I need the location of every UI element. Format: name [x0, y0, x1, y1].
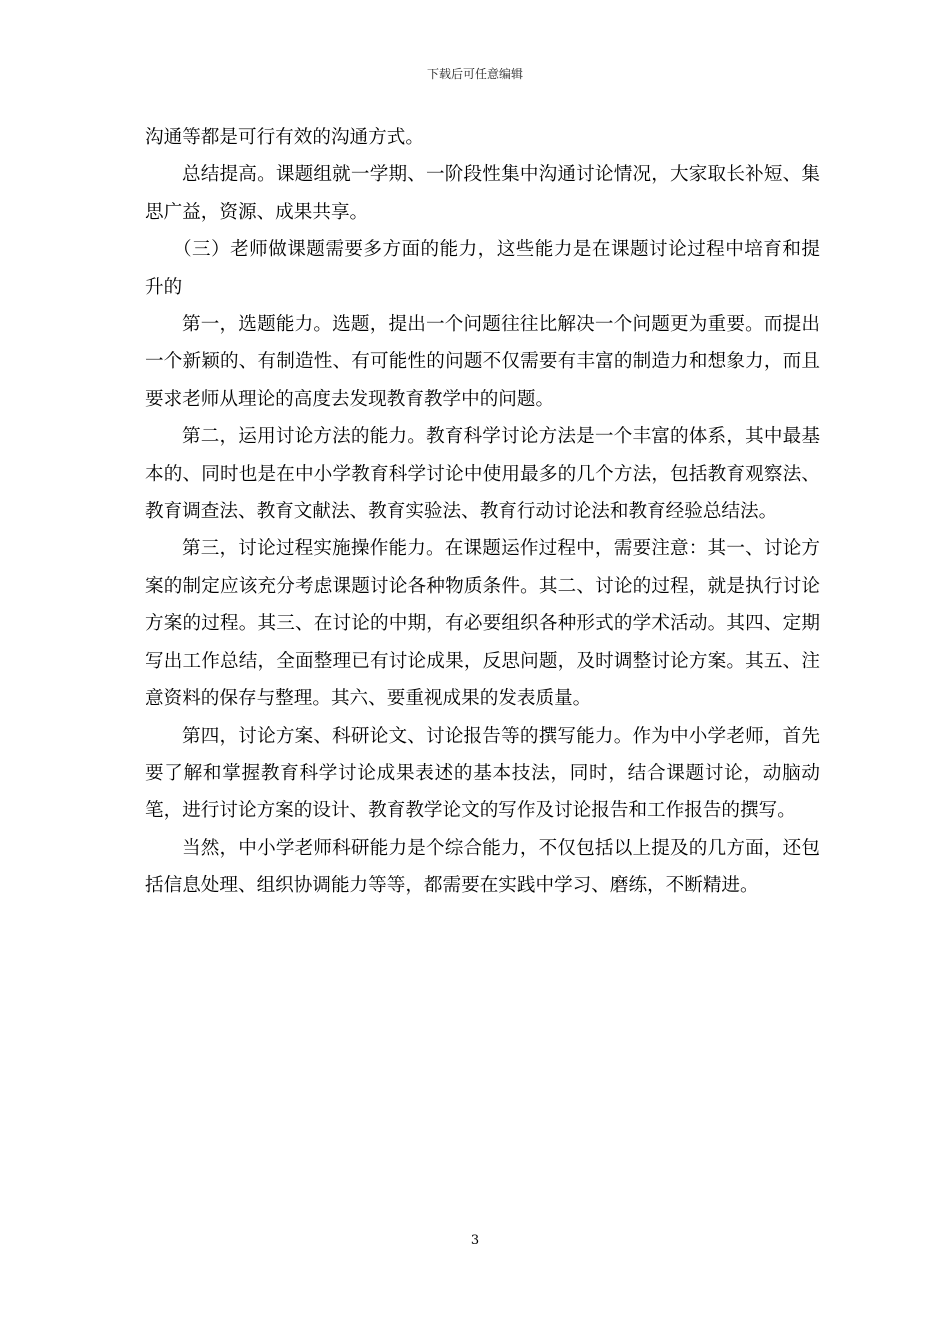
- paragraph-fourth-ability: 第四，讨论方案、科研论文、讨论报告等的撰写能力。作为中小学老师，首先要了解和掌握教育科学讨论成果表述的基本技法，同时，结合课题讨论，动脑动笔，进行讨论方案的设计、教育教学论文的写作及讨论报告和工作报告的撰写。: [145, 725, 820, 822]
- document-body: [145, 119, 820, 905]
- page-number: 3: [470, 1233, 480, 1248]
- paragraph-continuation: 沟通等都是可行有效的沟通方式。: [145, 127, 424, 148]
- section-heading-abilities: （三）老师做课题需要多方面的能力，这些能力是在课题讨论过程中培育和提升的: [145, 239, 820, 298]
- paragraph-conclusion: 当然，中小学老师科研能力是个综合能力，不仅包括以上提及的几方面，还包括信息处理、组织协调能力等等，都需要在实践中学习、磨练，不断精进。: [145, 837, 820, 897]
- paragraph-summary: 总结提高。课题组就一学期、一阶段性集中沟通讨论情况，大家取长补短、集思广益，资源、成果共享。: [145, 164, 820, 223]
- paragraph-second-ability: 第二，运用讨论方法的能力。教育科学讨论方法是一个丰富的体系，其中最基本的、同时也是在中小学教育科学讨论中使用最多的几个方法，包括教育观察法、教育调查法、教育文献法、教育实验法、教育行动讨论法和教育经验总结法。: [145, 426, 820, 523]
- page-header: 下载后可任意编辑: [426, 67, 523, 81]
- paragraph-third-ability: 第三，讨论过程实施操作能力。在课题运作过程中，需要注意：其一、讨论方案的制定应该充分考虑课题讨论各种物质条件。其二、讨论的过程，就是执行讨论方案的过程。其三、在讨论的中期，有必要组织各种形式的学术活动。其四、定期写出工作总结，全面整理已有讨论成果，反思问题，及时调整讨论方案。其五、注意资料的保存与整理。其六、要重视成果的发表质量。: [145, 538, 820, 710]
- paragraph-first-ability: 第一，选题能力。选题，提出一个问题往往比解决一个问题更为重要。而提出一个新颖的、有制造性、有可能性的问题不仅需要有丰富的制造力和想象力，而且要求老师从理论的高度去发现教育教学中的问题。: [145, 314, 820, 410]
